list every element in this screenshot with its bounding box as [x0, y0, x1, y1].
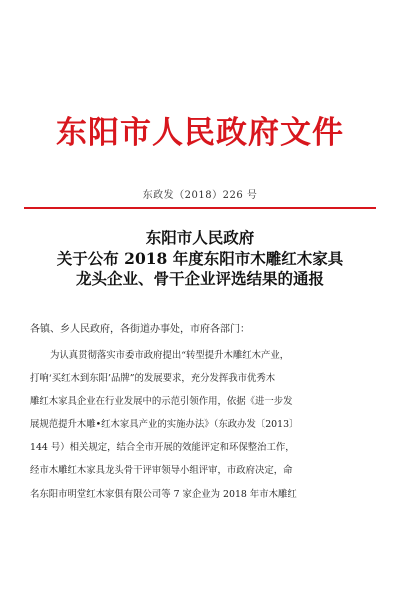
- body-line: 144 号）相关规定，结合全市开展的效能评定和环保整治工作，: [30, 442, 295, 454]
- title-line-issuer: 东阳市人民政府: [145, 228, 255, 247]
- document-masthead: 东阳市人民政府文件: [56, 115, 344, 151]
- notice-title: [0, 228, 400, 290]
- body-line: 雕红木家具企业在行业发展中的示范引领作用，依据《进一步发: [30, 396, 293, 408]
- red-divider-line: [24, 207, 376, 209]
- body-line: 经市木雕红木家具龙头骨干评审领导小组评审，市政府决定，命: [30, 465, 293, 477]
- body-line: 为认真贯彻落实市委市政府提出“转型提升木雕红木产业，: [50, 350, 290, 361]
- body-text: [30, 344, 376, 506]
- title-line-subject: 关于公布 2018 年度东阳市木雕红木家具: [56, 248, 344, 268]
- title-line-subject-cont: 龙头企业、骨干企业评选结果的通报: [75, 269, 324, 288]
- body-line: 名东阳市明堂红木家俱有限公司等 7 家企业为 2018 年市木雕红: [30, 488, 297, 500]
- salutation: 各镇、乡人民政府，各街道办事处，市府各部门：: [30, 324, 250, 335]
- document-number: 东政发（2018）226 号: [142, 190, 258, 201]
- body-line: 展规范提升木雕•红木家具产业的实施办法》（东政办发〔2013〕: [30, 419, 299, 431]
- body-line: 打响‘买红木到东阳’品牌”的发展要求，充分发挥我市优秀木: [30, 373, 276, 385]
